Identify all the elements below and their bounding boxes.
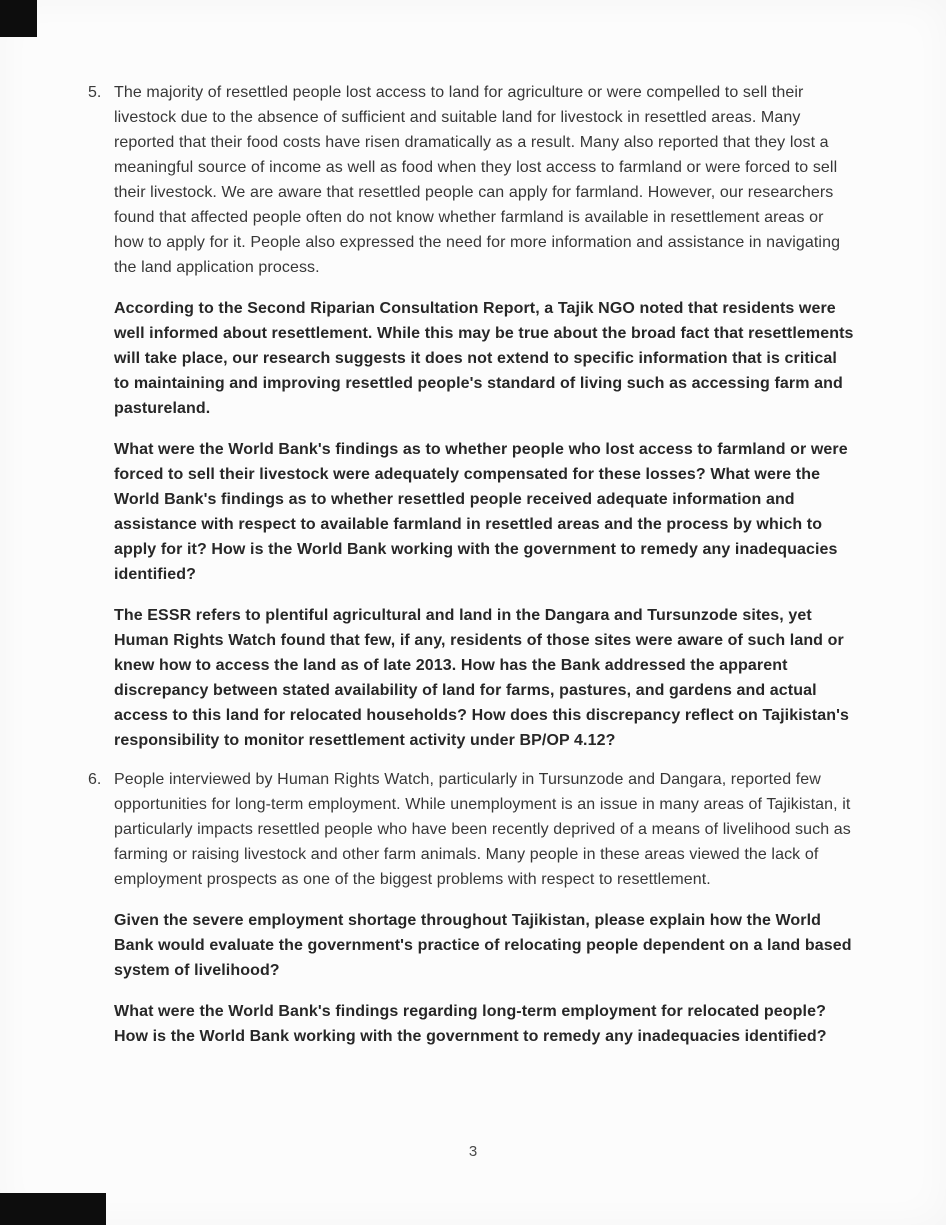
paragraph-bold: What were the World Bank's findings regarding long-term employment for relocated people? How is the World Bank working with the government to remedy any inadequacies identified? [114, 1003, 827, 1045]
paragraph: People interviewed by Human Rights Watch, particularly in Tursunzode and Dangara, reported few opportunities for long-term employment. While unemployment is an issue in many areas of Tajikistan, it particularly impacts resettled people who have been recently deprived of a means of livelihood such as farming or raising livestock and other farm animals. Many people in these areas viewed the lack of employment prospects as one of the biggest problems with respect to resettlement. [114, 771, 851, 888]
paragraph: The majority of resettled people lost access to land for agriculture or were compelled to sell their livestock due to the absence of sufficient and suitable land for livestock in resettled areas. Many reported that their food costs have risen dramatically as a result. Many also reported that they lost a meaningful source of income as well as food when they lost access to farmland or were forced to sell their livestock. We are aware that resettled people can apply for farmland. However, our researchers found that affected people often do not know whether farmland is available in resettlement areas or how to apply for it. People also expressed the need for more information and assistance in navigating the land application process. [114, 84, 841, 276]
paragraph-bold: Given the severe employment shortage throughout Tajikistan, please explain how the World Bank would evaluate the government's practice of relocating people dependent on a land based system of livelihood? [114, 912, 852, 979]
page-content [88, 80, 860, 1049]
item-paragraphs [114, 767, 856, 1049]
scan-artifact-top-left [0, 0, 37, 37]
paragraph-bold: According to the Second Riparian Consultation Report, a Tajik NGO noted that residents were well informed about resettlement. While this may be true about the broad fact that resettlements will take place, our research suggests it does not extend to specific information that is critical to maintaining and improving resettled people's standard of living such as accessing farm and pastureland. [114, 300, 854, 417]
item-number: 6. [88, 771, 102, 788]
page-number: 3 [468, 1143, 478, 1160]
scan-artifact-bottom-left [0, 1193, 106, 1225]
paragraph-bold: What were the World Bank's findings as to whether people who lost access to farmland or were forced to sell their livestock were adequately compensated for these losses? What were the World Bank's findings as to whether resettled people received adequate information and assistance with respect to available farmland in resettled areas and the process by which to apply for it? How is the World Bank working with the government to remedy any inadequacies identified? [114, 441, 848, 583]
item-paragraphs [114, 80, 856, 753]
item-number: 5. [88, 84, 102, 101]
numbered-item-6 [88, 767, 860, 1049]
paragraph-bold: The ESSR refers to plentiful agricultural and land in the Dangara and Tursunzode sites, yet Human Rights Watch found that few, if any, residents of those sites were aware of such land or knew how to access the land as of late 2013. How has the Bank addressed the apparent discrepancy between stated availability of land for farms, pastures, and gardens and actual access to this land for relocated households? How does this discrepancy reflect on Tajikistan's responsibility to monitor resettlement activity under BP/OP 4.12? [114, 607, 849, 749]
numbered-item-5 [88, 80, 860, 753]
